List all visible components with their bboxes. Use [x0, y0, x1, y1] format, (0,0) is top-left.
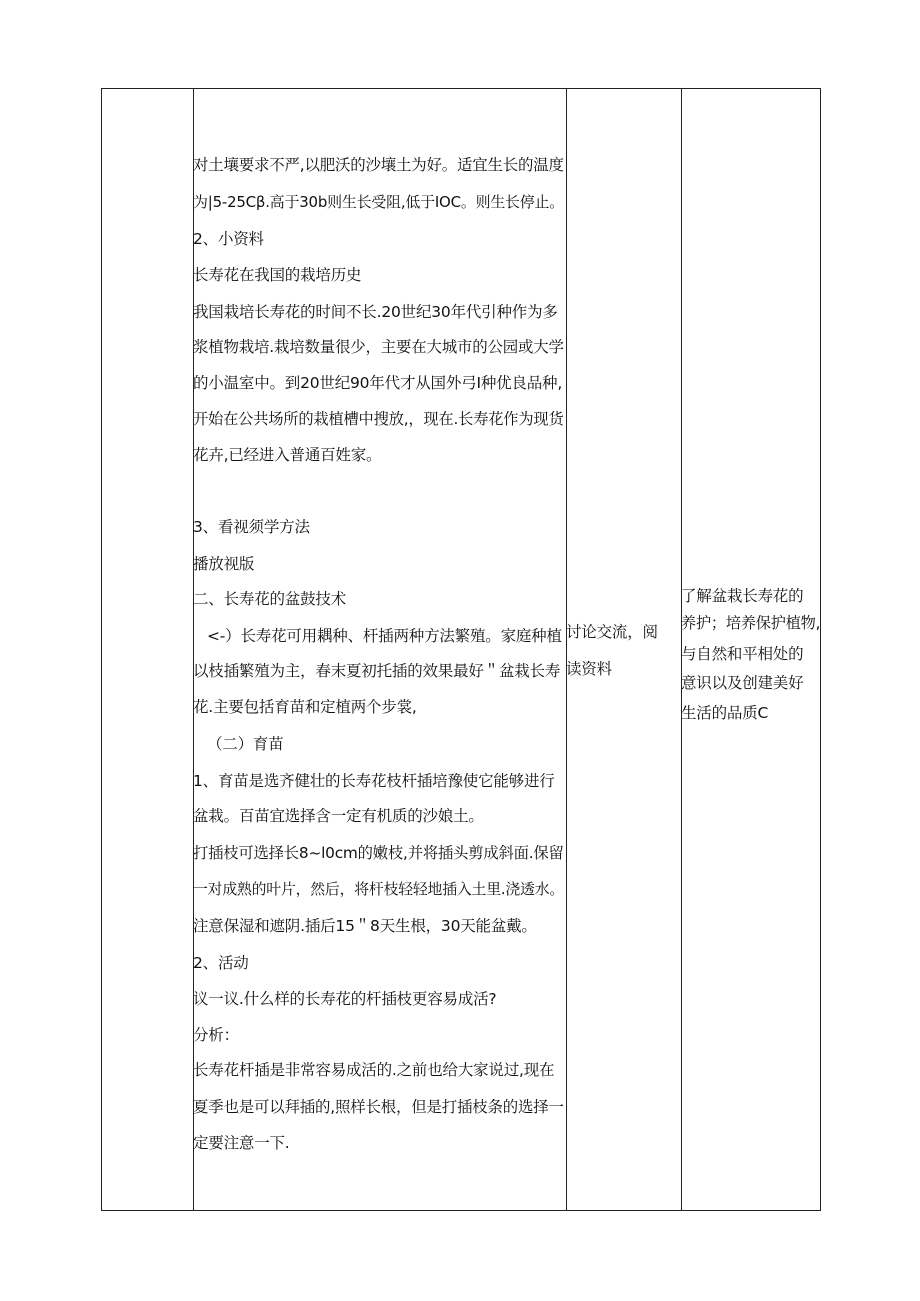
content-line: 播放视版 — [193, 555, 255, 573]
content-line: 1、育苗是选齐健壮的长寿花枝杆插培豫使它能够进行 — [193, 772, 555, 790]
content-line: 长寿花在我国的栽培历史 — [193, 266, 362, 284]
content-line: 一对成熟的叶片，然后，将杆枝轻轻地插入土里.浇透水。 — [193, 880, 565, 898]
intent-line: 意识以及创建美好 — [681, 674, 804, 692]
content-line: 盆栽。百苗宜选择含一定有机质的沙娘土。 — [193, 807, 484, 825]
content-line: 打插枝可选择长8~l0cm的嫩枝,并将插头剪成斜面.保留 — [193, 844, 564, 862]
lesson-table — [101, 88, 821, 1211]
content-line: 开始在公共场所的栽植槽中搜放,，现在.长寿花作为现货 — [193, 410, 564, 428]
content-line: 议一议.什么样的长寿花的杆插枝更容易成活? — [193, 990, 497, 1008]
intent-line: 养护；培养保护植物, — [681, 614, 821, 632]
content-column — [193, 89, 566, 1210]
intent-line: 生活的品质C — [681, 704, 769, 722]
content-line: 花.主要包括育苗和定植两个步裳, — [193, 698, 417, 716]
student-activity-column — [566, 89, 681, 1210]
empty-left-column — [102, 89, 193, 1210]
content-line: 花卉,已经进入普通百姓家。 — [193, 446, 382, 464]
content-line: 2、活动 — [193, 954, 249, 972]
design-intent-column — [681, 89, 822, 1210]
content-line: 我国栽培长寿花的时间不长.20世纪30年代引种作为多 — [193, 303, 558, 321]
content-line: 分析： — [193, 1026, 239, 1044]
content-line: 2、小资料 — [193, 230, 264, 248]
activity-line: 讨论交流，阅 — [566, 623, 658, 641]
content-line: <-）长寿花可用耦种、杆插两种方法繁殖。家庭种植 — [207, 627, 562, 645]
content-line: （二）育苗 — [207, 735, 284, 753]
content-line: 二、长寿花的盆鼓技术 — [193, 590, 347, 608]
content-line: 对土壤要求不严,以肥沃的沙壤土为好。适宜生长的温度 — [193, 156, 564, 174]
content-line: 3、看视须学方法 — [193, 518, 310, 536]
content-line: 注意保湿和遮阴.插后15＂8天生根，30天能盆戴。 — [193, 917, 537, 935]
content-line: 的小温室中。到20世纪90年代才从国外弓I种优良品种, — [193, 374, 563, 392]
content-line: 以枝插繁殖为主，春末夏初托插的效果最好＂盆栽长寿 — [193, 662, 561, 680]
content-line: 为|5-25Cβ.高于30b则生长受阻,低于IOC。则生长停止。 — [193, 193, 565, 211]
intent-line: 了解盆栽长寿花的 — [681, 587, 804, 605]
intent-line: 与自然和平相处的 — [681, 645, 804, 663]
content-line: 长寿花杆插是非常容易成活的.之前也给大家说过,现在 — [193, 1061, 555, 1079]
activity-line: 读资料 — [566, 660, 612, 678]
content-line: 浆植物栽培.栽培数量很少，主要在大城市的公园或大学 — [193, 338, 564, 356]
content-line: 夏季也是可以拜插的,照样长根，但是打插枝条的选择一 — [193, 1098, 564, 1116]
content-line: 定要注意一下. — [193, 1134, 290, 1152]
